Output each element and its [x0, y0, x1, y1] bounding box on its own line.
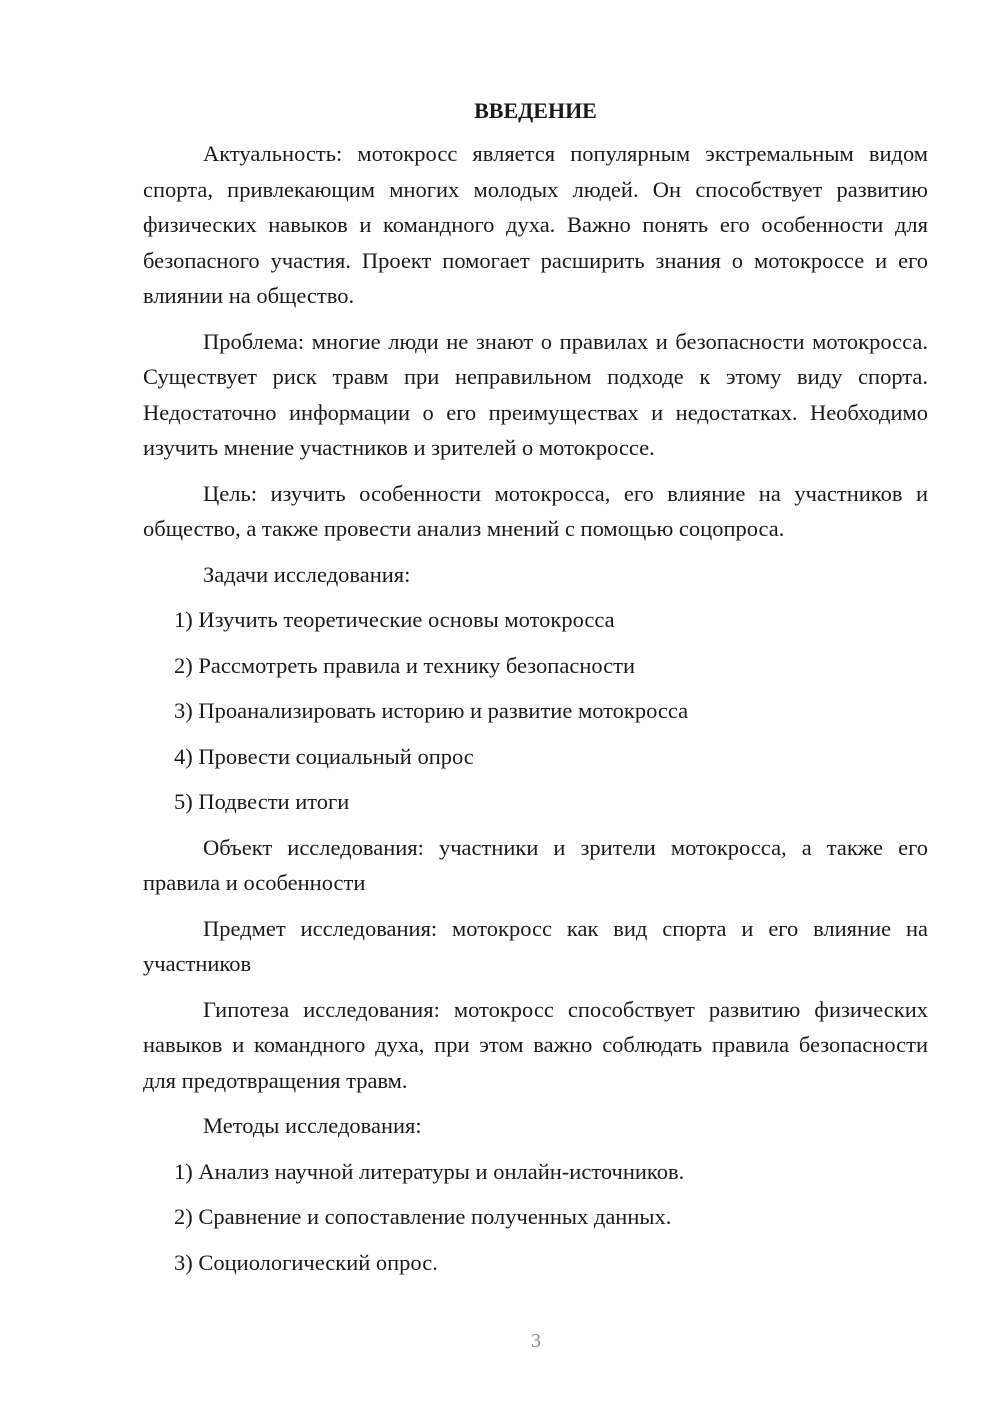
list-item: 4) Провести социальный опрос: [174, 743, 474, 769]
methods-list: [143, 1154, 928, 1281]
goal-paragraph: Цель: изучить особенности мотокросса, его влияние на участников и общество, а также провести анализ мнений с помощью соцопроса.: [143, 480, 928, 541]
list-item: 2) Рассмотреть правила и технику безопасности: [174, 652, 636, 678]
hypothesis-paragraph: Гипотеза исследования: мотокросс способствует развитию физических навыков и командного духа, при этом важно соблюдать правила безопасности для предотвращения травм.: [143, 996, 928, 1093]
list-item: 5) Подвести итоги: [174, 789, 350, 814]
page-title: ВВЕДЕНИЕ: [474, 98, 597, 123]
document-page: [143, 96, 928, 1290]
list-item: 3) Проанализировать историю и развитие мотокросса: [174, 698, 689, 723]
relevance-paragraph: Актуальность: мотокросс является популярным экстремальным видом спорта, привлекающим многих молодых людей. Он способствует развитию физических навыков и командного духа. Важно понять его особенности для безопасного участия. Проект помогает расширить знания о мотокроссе и его влиянии на общество.: [143, 141, 928, 308]
object-paragraph: Объект исследования: участники и зрители мотокросса, а также его правила и особенности: [143, 834, 928, 895]
page-number: 3: [531, 1330, 541, 1352]
problem-paragraph: Проблема: многие люди не знают о правилах и безопасности мотокросса. Существует риск травм при неправильном подходе к этому виду спорта. Недостаточно информации о его преимуществах и недостатках. Необходимо изучить мнение участников и зрителей о мотокроссе.: [143, 328, 928, 460]
methods-heading: Методы исследования:: [203, 1113, 422, 1138]
list-item: 3) Социологический опрос.: [174, 1249, 438, 1275]
list-item: 1) Анализ научной литературы и онлайн-источников.: [174, 1158, 685, 1184]
list-item: 1) Изучить теоретические основы мотокросса: [174, 607, 615, 632]
tasks-heading: Задачи исследования:: [203, 561, 411, 587]
subject-paragraph: Предмет исследования: мотокросс как вид спорта и его влияние на участников: [143, 915, 928, 976]
tasks-list: [143, 602, 928, 820]
list-item: 2) Сравнение и сопоставление полученных данных.: [174, 1204, 672, 1229]
